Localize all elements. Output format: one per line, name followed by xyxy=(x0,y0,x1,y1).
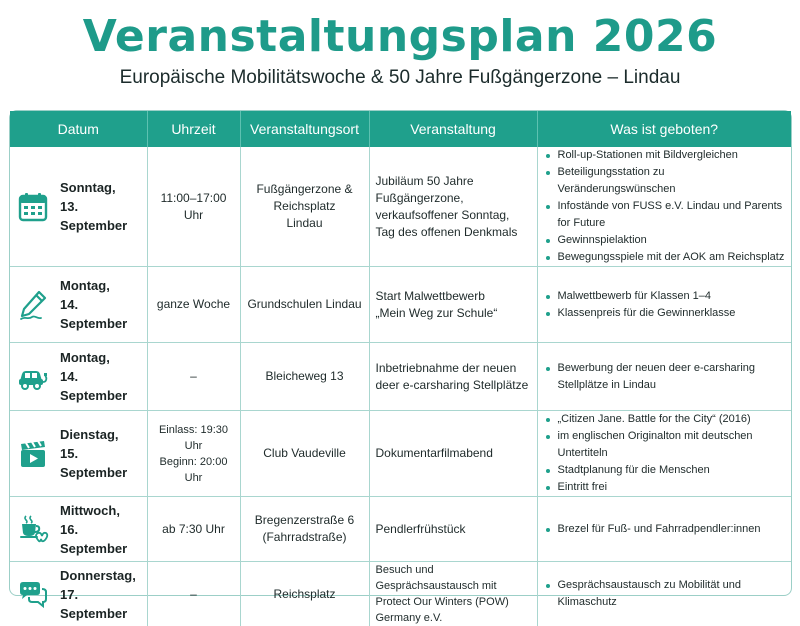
weekday-label: Mittwoch, xyxy=(60,501,143,520)
event-cell xyxy=(369,562,537,626)
offer-cell xyxy=(537,267,791,343)
schedule-table-container xyxy=(9,110,792,596)
event-text: Protect Our Winters (POW) Germany e.V. xyxy=(376,594,531,626)
place-cell xyxy=(240,267,369,343)
place-text: Reichsplatz xyxy=(247,198,363,215)
date-cell xyxy=(10,343,147,411)
column-header-datum: Datum xyxy=(10,111,147,147)
date-cell xyxy=(10,497,147,562)
list-item: Stadtplanung für die Menschen xyxy=(544,462,786,479)
date-label: 14. September xyxy=(60,367,143,405)
place-text: Bleicheweg 13 xyxy=(247,368,363,385)
time-text: ganze Woche xyxy=(154,296,234,313)
place-text: (Fahrradstraße) xyxy=(247,529,363,546)
date-label: 16. September xyxy=(60,520,143,558)
event-cell xyxy=(369,267,537,343)
offer-cell xyxy=(537,343,791,411)
event-text: Tag des offenen Denkmals xyxy=(376,224,531,241)
offer-list xyxy=(544,577,786,611)
offer-cell xyxy=(537,562,791,626)
time-text: – xyxy=(154,368,234,385)
table-row xyxy=(10,497,791,562)
date-cell xyxy=(10,267,147,343)
date-label: 15. September xyxy=(60,444,143,482)
event-text: Inbetriebnahme der neuen xyxy=(376,360,531,377)
time-cell xyxy=(147,411,240,497)
list-item: „Citizen Jane. Battle for the City“ (2016) xyxy=(544,411,786,428)
weekday-label: Dienstag, xyxy=(60,425,143,444)
list-item: Malwettbewerb für Klassen 1–4 xyxy=(544,288,786,305)
electric-car-icon xyxy=(16,360,50,394)
list-item: im englischen Originalton mit deutschen Untertiteln xyxy=(544,428,786,462)
time-cell xyxy=(147,497,240,562)
weekday-label: Montag, xyxy=(60,276,143,295)
time-text: Beginn: 20:00 Uhr xyxy=(154,454,234,486)
offer-list xyxy=(544,411,786,496)
event-cell xyxy=(369,343,537,411)
date-label: 17. September xyxy=(60,585,143,623)
offer-cell xyxy=(537,497,791,562)
weekday-label: Montag, xyxy=(60,348,143,367)
date-cell xyxy=(10,562,147,626)
list-item: Gesprächsaustausch zu Mobilität und Klimaschutz xyxy=(544,577,786,611)
column-header-uhrzeit: Uhrzeit xyxy=(147,111,240,147)
table-row xyxy=(10,267,791,343)
time-text: – xyxy=(154,586,234,603)
list-item: Beteiligungsstation zu Veränderungswünschen xyxy=(544,164,786,198)
offer-cell xyxy=(537,147,791,267)
list-item: Bewegungsspiele mit der AOK am Reichsplatz xyxy=(544,249,786,266)
column-header-veranstaltungsort: Veranstaltungsort xyxy=(240,111,369,147)
list-item: Roll-up-Stationen mit Bildvergleichen xyxy=(544,147,786,164)
date-cell xyxy=(10,411,147,497)
schedule-table xyxy=(10,111,791,626)
place-text: Grundschulen Lindau xyxy=(247,296,363,313)
table-row xyxy=(10,411,791,497)
time-cell xyxy=(147,343,240,411)
column-header-veranstaltung: Veranstaltung xyxy=(369,111,537,147)
table-row xyxy=(10,562,791,626)
event-cell xyxy=(369,147,537,267)
clapperboard-icon xyxy=(16,437,50,471)
calendar-icon xyxy=(16,190,50,224)
time-text: ab 7:30 Uhr xyxy=(154,521,234,538)
chat-bubbles-icon xyxy=(16,577,50,611)
page-subtitle: Europäische Mobilitätswoche & 50 Jahre Fußgängerzone – Lindau xyxy=(0,66,800,90)
time-cell xyxy=(147,562,240,626)
place-text: Fußgängerzone & xyxy=(247,181,363,198)
pencil-icon xyxy=(16,288,50,322)
list-item: Brezel für Fuß- und Fahrradpendler:innen xyxy=(544,521,786,538)
event-cell xyxy=(369,497,537,562)
event-text: Jubiläum 50 Jahre Fußgängerzone, xyxy=(376,173,531,207)
place-cell xyxy=(240,497,369,562)
offer-list xyxy=(544,521,786,538)
coffee-pretzel-icon xyxy=(16,512,50,546)
place-text: Lindau xyxy=(247,215,363,232)
page-title: Veranstaltungsplan 2026 xyxy=(0,8,800,66)
table-row xyxy=(10,343,791,411)
time-cell xyxy=(147,147,240,267)
event-text: Dokumentarfilmabend xyxy=(376,445,531,462)
list-item: Klassenpreis für die Gewinnerklasse xyxy=(544,305,786,322)
place-text: Reichsplatz xyxy=(247,586,363,603)
table-header-row xyxy=(10,111,791,147)
list-item: Gewinnspielaktion xyxy=(544,232,786,249)
place-text: Club Vaudeville xyxy=(247,445,363,462)
column-header-angebot: Was ist geboten? xyxy=(537,111,791,147)
event-text: Besuch und Gesprächsaustausch mit xyxy=(376,562,531,594)
weekday-label: Donnerstag, xyxy=(60,566,143,585)
offer-list xyxy=(544,288,786,322)
offer-cell xyxy=(537,411,791,497)
event-text: deer e-carsharing Stellplätze xyxy=(376,377,531,394)
place-cell xyxy=(240,562,369,626)
place-text: Bregenzerstraße 6 xyxy=(247,512,363,529)
date-label: 13. September xyxy=(60,197,143,235)
time-cell xyxy=(147,267,240,343)
event-text: verkaufsoffener Sonntag, xyxy=(376,207,531,224)
place-cell xyxy=(240,411,369,497)
event-text: Start Malwettbewerb xyxy=(376,288,531,305)
event-cell xyxy=(369,411,537,497)
offer-list xyxy=(544,147,786,266)
weekday-label: Sonntag, xyxy=(60,178,143,197)
place-cell xyxy=(240,343,369,411)
date-label: 14. September xyxy=(60,295,143,333)
event-text: Pendlerfrühstück xyxy=(376,521,531,538)
list-item: Bewerbung der neuen deer e-carsharing Stellplätze in Lindau xyxy=(544,360,786,394)
table-row xyxy=(10,147,791,267)
offer-list xyxy=(544,360,786,394)
list-item: Eintritt frei xyxy=(544,479,786,496)
time-text: Einlass: 19:30 Uhr xyxy=(154,422,234,454)
date-cell xyxy=(10,147,147,267)
time-text: 11:00–17:00 Uhr xyxy=(154,190,234,224)
event-text: „Mein Weg zur Schule“ xyxy=(376,305,531,322)
list-item: Infostände von FUSS e.V. Lindau und Parents for Future xyxy=(544,198,786,232)
place-cell xyxy=(240,147,369,267)
